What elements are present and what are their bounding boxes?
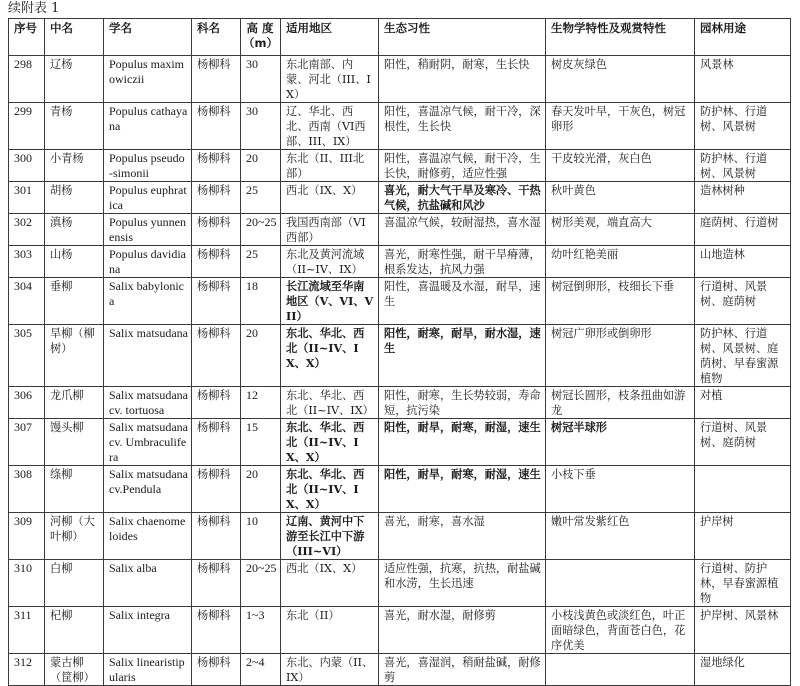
- table-row: [9, 560, 791, 607]
- cell-ecology: 阳性，喜温凉气候，耐干冷，生长快，耐修剪，适应性强: [379, 150, 546, 182]
- cell-latin-name: Salix matsudana cv. Umbraculifera: [104, 419, 192, 466]
- cell-latin-name: Salix matsudana: [104, 325, 192, 387]
- cell-no: 298: [9, 56, 45, 103]
- cell-no: 309: [9, 513, 45, 560]
- cell-region: 东北、华北、西北（II~IV、IX）: [281, 387, 379, 419]
- cell-cn-name: 垂柳: [45, 278, 104, 325]
- cell-cn-name: 杞柳: [45, 607, 104, 654]
- cell-biology: 树冠长圆形，枝条扭曲如游龙: [546, 387, 695, 419]
- header-use: 园林用途: [695, 19, 791, 56]
- cell-cn-name: 蒙古柳（筐柳）: [45, 654, 104, 686]
- cell-cn-name: 旱柳（柳树）: [45, 325, 104, 387]
- cell-cn-name: 辽杨: [45, 56, 104, 103]
- table-row: [9, 214, 791, 246]
- cell-region: 我国西南部（VI西部）: [281, 214, 379, 246]
- cell-family: 杨柳科: [192, 466, 241, 513]
- cell-biology: 树皮灰绿色: [546, 56, 695, 103]
- cell-height: 30: [241, 56, 281, 103]
- cell-use: 护岸树: [695, 513, 791, 560]
- cell-latin-name: Populus maximowiczii: [104, 56, 192, 103]
- cell-no: 311: [9, 607, 45, 654]
- cell-latin-name: Salix linearistipularis: [104, 654, 192, 686]
- cell-biology: 树冠广卵形或倒卵形: [546, 325, 695, 387]
- cell-ecology: 阳性，喜温凉气候，耐干冷，深根性，生长快: [379, 103, 546, 150]
- cell-region: 东北（II）: [281, 607, 379, 654]
- cell-biology: 秋叶黄色: [546, 182, 695, 214]
- cell-no: 299: [9, 103, 45, 150]
- cell-region: 东北及黄河流域（II~IV、IX）: [281, 246, 379, 278]
- cell-ecology: 喜温凉气候，较耐湿热，喜水湿: [379, 214, 546, 246]
- cell-no: 301: [9, 182, 45, 214]
- cell-family: 杨柳科: [192, 278, 241, 325]
- cell-family: 杨柳科: [192, 607, 241, 654]
- cell-biology: [546, 560, 695, 607]
- cell-family: 杨柳科: [192, 387, 241, 419]
- cell-latin-name: Salix integra: [104, 607, 192, 654]
- cell-region: 东北、华北、西北（II~IV、IX、X）: [281, 325, 379, 387]
- cell-height: 20: [241, 150, 281, 182]
- table-row: [9, 56, 791, 103]
- cell-cn-name: 馒头柳: [45, 419, 104, 466]
- cell-use: 湿地绿化: [695, 654, 791, 686]
- cell-ecology: 阳性，稍耐阴，耐寒，生长快: [379, 56, 546, 103]
- cell-no: 304: [9, 278, 45, 325]
- cell-cn-name: 滇杨: [45, 214, 104, 246]
- header-height: 高 度（m）: [241, 19, 281, 56]
- cell-family: 杨柳科: [192, 513, 241, 560]
- cell-height: 20: [241, 325, 281, 387]
- cell-ecology: 阳性，耐寒，耐旱，耐水湿，速生: [379, 325, 546, 387]
- table-row: [9, 654, 791, 686]
- cell-family: 杨柳科: [192, 56, 241, 103]
- table-row: [9, 466, 791, 513]
- header-latin-name: 学名: [104, 19, 192, 56]
- header-biology: 生物学特性及观赏特性: [546, 19, 695, 56]
- cell-region: 长江流域至华南地区（V、VI、VII）: [281, 278, 379, 325]
- cell-region: 东北、华北、西北（II~IV、IX、X）: [281, 419, 379, 466]
- cell-latin-name: Populus pseudo-simonii: [104, 150, 192, 182]
- cell-use: 护岸树、风景林: [695, 607, 791, 654]
- cell-no: 308: [9, 466, 45, 513]
- header-ecology: 生态习性: [379, 19, 546, 56]
- cell-height: 30: [241, 103, 281, 150]
- cell-height: 15: [241, 419, 281, 466]
- cell-latin-name: Salix matsudana cv.Pendula: [104, 466, 192, 513]
- cell-no: 306: [9, 387, 45, 419]
- cell-family: 杨柳科: [192, 103, 241, 150]
- cell-no: 305: [9, 325, 45, 387]
- cell-ecology: 喜光，喜湿润，稍耐盐碱，耐修剪: [379, 654, 546, 686]
- cell-family: 杨柳科: [192, 654, 241, 686]
- cell-biology: 春天发叶早，干灰色，树冠卵形: [546, 103, 695, 150]
- cell-biology: 幼叶红艳美丽: [546, 246, 695, 278]
- cell-height: 20~25: [241, 560, 281, 607]
- cell-no: 302: [9, 214, 45, 246]
- cell-biology: 干皮较光滑，灰白色: [546, 150, 695, 182]
- header-family: 科名: [192, 19, 241, 56]
- cell-use: 山地造林: [695, 246, 791, 278]
- cell-biology: [546, 654, 695, 686]
- cell-use: 行道树、风景树、庭荫树: [695, 419, 791, 466]
- cell-biology: 树冠半球形: [546, 419, 695, 466]
- cell-cn-name: 小青杨: [45, 150, 104, 182]
- cell-cn-name: 青杨: [45, 103, 104, 150]
- cell-ecology: 阳性，喜温暖及水湿，耐旱，速生: [379, 278, 546, 325]
- cell-use: 行道树、风景树、庭荫树: [695, 278, 791, 325]
- cell-height: 1~3: [241, 607, 281, 654]
- table-row: [9, 325, 791, 387]
- cell-family: 杨柳科: [192, 150, 241, 182]
- cell-height: 25: [241, 182, 281, 214]
- cell-region: 东北南部、内蒙、河北（III、IX）: [281, 56, 379, 103]
- cell-ecology: 喜光，耐寒，喜水湿: [379, 513, 546, 560]
- table-row: [9, 419, 791, 466]
- cell-cn-name: 胡杨: [45, 182, 104, 214]
- cell-ecology: 喜光，耐水湿，耐修剪: [379, 607, 546, 654]
- table-row: [9, 182, 791, 214]
- cell-use: 防护林、行道树、风景树、庭荫树、早春蜜源植物: [695, 325, 791, 387]
- cell-no: 310: [9, 560, 45, 607]
- cell-use: 庭荫树、行道树: [695, 214, 791, 246]
- cell-height: 20: [241, 466, 281, 513]
- cell-region: 东北（II、III北部）: [281, 150, 379, 182]
- cell-region: 辽南、黄河中下游至长江中下游（III~VI）: [281, 513, 379, 560]
- cell-height: 2~4: [241, 654, 281, 686]
- table-row: [9, 513, 791, 560]
- table-row: [9, 246, 791, 278]
- cell-cn-name: 山杨: [45, 246, 104, 278]
- header-region: 适用地区: [281, 19, 379, 56]
- header-no: 序号: [9, 19, 45, 56]
- cell-region: 东北、内蒙（II、IX）: [281, 654, 379, 686]
- cell-cn-name: 白柳: [45, 560, 104, 607]
- cell-ecology: 阳性，耐旱，耐寒，耐湿，速生: [379, 466, 546, 513]
- cell-use: 对植: [695, 387, 791, 419]
- cell-family: 杨柳科: [192, 419, 241, 466]
- cell-ecology: 喜光，耐寒性强，耐干旱瘠薄，根系发达，抗风力强: [379, 246, 546, 278]
- cell-region: 西北（IX、X）: [281, 560, 379, 607]
- table-header-row: [9, 19, 791, 56]
- cell-no: 307: [9, 419, 45, 466]
- cell-biology: 嫩叶常发紫红色: [546, 513, 695, 560]
- cell-no: 303: [9, 246, 45, 278]
- table-row: [9, 387, 791, 419]
- cell-cn-name: 龙爪柳: [45, 387, 104, 419]
- cell-latin-name: Populus cathayana: [104, 103, 192, 150]
- cell-biology: 树冠倒卵形，枝细长下垂: [546, 278, 695, 325]
- cell-biology: 小枝浅黄色或淡红色，叶正面暗绿色，背面苍白色，花序优美: [546, 607, 695, 654]
- cell-cn-name: 绦柳: [45, 466, 104, 513]
- cell-ecology: 阳性，耐寒，生长势较弱，寿命短，抗污染: [379, 387, 546, 419]
- cell-latin-name: Salix matsudana cv. tortuosa: [104, 387, 192, 419]
- cell-latin-name: Populus davidiana: [104, 246, 192, 278]
- cell-biology: 树形美观，端直高大: [546, 214, 695, 246]
- cell-family: 杨柳科: [192, 246, 241, 278]
- cell-ecology: 阳性，耐旱，耐寒，耐湿，速生: [379, 419, 546, 466]
- cell-height: 18: [241, 278, 281, 325]
- cell-region: 西北（IX、X）: [281, 182, 379, 214]
- cell-region: 东北、华北、西北（II~IV、IX、X）: [281, 466, 379, 513]
- cell-use: [695, 466, 791, 513]
- cell-cn-name: 河柳（大叶柳）: [45, 513, 104, 560]
- cell-family: 杨柳科: [192, 560, 241, 607]
- cell-no: 312: [9, 654, 45, 686]
- cell-height: 25: [241, 246, 281, 278]
- table-row: [9, 607, 791, 654]
- cell-use: 造林树种: [695, 182, 791, 214]
- cell-ecology: 喜光，耐大气干旱及寒冷、干热气候，抗盐碱和风沙: [379, 182, 546, 214]
- table-row: [9, 278, 791, 325]
- table-row: [9, 150, 791, 182]
- cell-latin-name: Salix alba: [104, 560, 192, 607]
- cell-family: 杨柳科: [192, 214, 241, 246]
- cell-use: 防护林、行道树、风景树: [695, 103, 791, 150]
- table-row: [9, 103, 791, 150]
- cell-height: 10: [241, 513, 281, 560]
- cell-latin-name: Salix babylonica: [104, 278, 192, 325]
- cell-use: 防护林、行道树、风景树: [695, 150, 791, 182]
- cell-latin-name: Populus euphratica: [104, 182, 192, 214]
- cell-family: 杨柳科: [192, 325, 241, 387]
- cell-latin-name: Salix chaenomeloides: [104, 513, 192, 560]
- header-cn-name: 中名: [45, 19, 104, 56]
- cell-height: 20~25: [241, 214, 281, 246]
- cell-latin-name: Populus yunnenensis: [104, 214, 192, 246]
- table-caption: 续附表 1: [8, 1, 60, 16]
- cell-use: 行道树、防护林，早春蜜源植物: [695, 560, 791, 607]
- cell-family: 杨柳科: [192, 182, 241, 214]
- cell-no: 300: [9, 150, 45, 182]
- cell-region: 辽、华北、西北、西南（VI西部、III、IX）: [281, 103, 379, 150]
- cell-height: 12: [241, 387, 281, 419]
- plant-table: [8, 18, 791, 686]
- cell-ecology: 适应性强，抗寒，抗热，耐盐碱和水涝，生长迅速: [379, 560, 546, 607]
- cell-biology: 小枝下垂: [546, 466, 695, 513]
- cell-use: 风景林: [695, 56, 791, 103]
